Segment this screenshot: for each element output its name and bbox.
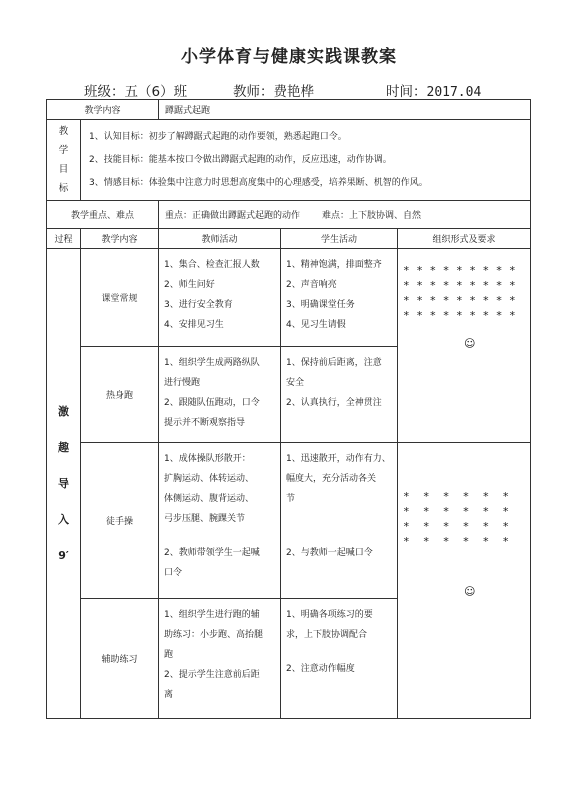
key-point: 重点：正确做出蹲踞式起跑的动作 [165, 211, 301, 221]
col-header-content: 教学内容 [81, 229, 159, 249]
smiley-icon: ☺ [464, 585, 476, 598]
class-info: 班级：五（6）班 [84, 84, 188, 100]
formation-row: * * * * * * * * * [403, 279, 516, 292]
time-value: 2017.04 [426, 85, 482, 100]
difficulty-point: 难点：上下肢协调、自然 [322, 211, 422, 221]
teacher-activity: 1、组织学生进行跑的辅 助练习：小步跑、高抬腿 跑 2、提示学生注意前后距 离 [159, 599, 281, 719]
formation-diagram-1 [398, 249, 531, 443]
key-points-value [159, 201, 531, 229]
key-points-label: 教学重点、难点 [47, 201, 159, 229]
goals-row [47, 120, 531, 201]
content-row [47, 100, 531, 120]
goals-label: 教 学 目 标 [47, 120, 81, 201]
page-title: 小学体育与健康实践课教案 [181, 47, 397, 67]
col-header-process: 过程 [47, 229, 81, 249]
table-row [47, 249, 531, 347]
student-activity: 1、精神饱满，排面整齐 2、声音响亮 3、明确课堂任务 4、见习生请假 [281, 249, 398, 347]
student-activity: 1、保持前后距离，注意 安全 2、认真执行，全神贯注 [281, 347, 398, 443]
teacher-activity: 1、组织学生成两路纵队 进行慢跑 2、跟随队伍跑动，口令 提示并不断观察指导 [159, 347, 281, 443]
key-points-row [47, 201, 531, 229]
formation-row: * * * * * * * * * [403, 264, 516, 277]
col-header-teacher: 教师活动 [159, 229, 281, 249]
time-label: 时间： [386, 84, 427, 100]
content-label: 教学内容 [47, 100, 159, 120]
formation-row: * * * * * * * * * [403, 294, 516, 307]
formation-row: * * * * * * [403, 520, 509, 533]
smiley-icon: ☺ [464, 337, 476, 350]
formation-row: * * * * * * [403, 505, 509, 518]
process-label: 激 趣 导 入 9′ [47, 249, 81, 719]
student-activity: 1、迅速散开，动作有力、 幅度大，充分活动各关 节 2、与教师一起喊口令 [281, 443, 398, 599]
teacher-info: 教师：费艳桦 [233, 84, 314, 100]
table-row [47, 443, 531, 599]
formation-row: * * * * * * * * * [403, 309, 516, 322]
row-content: 徒手操 [81, 443, 159, 599]
row-content: 课堂常规 [81, 249, 159, 347]
goal-affective: 3、情感目标：体验集中注意力时思想高度集中的心理感受，培养果断、机智的作风。 [89, 177, 428, 188]
formation-row: * * * * * * [403, 535, 509, 548]
column-header-row [47, 229, 531, 249]
content-value: 蹲踞式起跑 [159, 100, 531, 120]
teacher-activity: 1、成体操队形散开： 扩胸运动、体转运动、 体侧运动、腹背运动、 弓步压腿、腕踝关节 2、教师带领学生一起喊 口令 [159, 443, 281, 599]
student-activity: 1、明确各项练习的要 求，上下肢协调配合 2、注意动作幅度 [281, 599, 398, 719]
lesson-plan-table [46, 99, 531, 719]
formation-row: * * * * * * [403, 490, 509, 503]
formation-diagram-2 [398, 443, 531, 719]
goal-cognitive: 1、认知目标：初步了解蹲踞式起跑的动作要领，熟悉起跑口令。 [89, 131, 347, 142]
teacher-activity: 1、集合、检查汇报人数 2、师生问好 3、进行安全教育 4、安排见习生 [159, 249, 281, 347]
row-content: 热身跑 [81, 347, 159, 443]
col-header-organization: 组织形式及要求 [398, 229, 531, 249]
time-info [386, 80, 481, 100]
goal-skill: 2、技能目标：能基本按口令做出蹲踞式起跑的动作，反应迅速，动作协调。 [89, 154, 392, 165]
goals-list [81, 120, 531, 201]
col-header-student: 学生活动 [281, 229, 398, 249]
row-content: 辅助练习 [81, 599, 159, 719]
